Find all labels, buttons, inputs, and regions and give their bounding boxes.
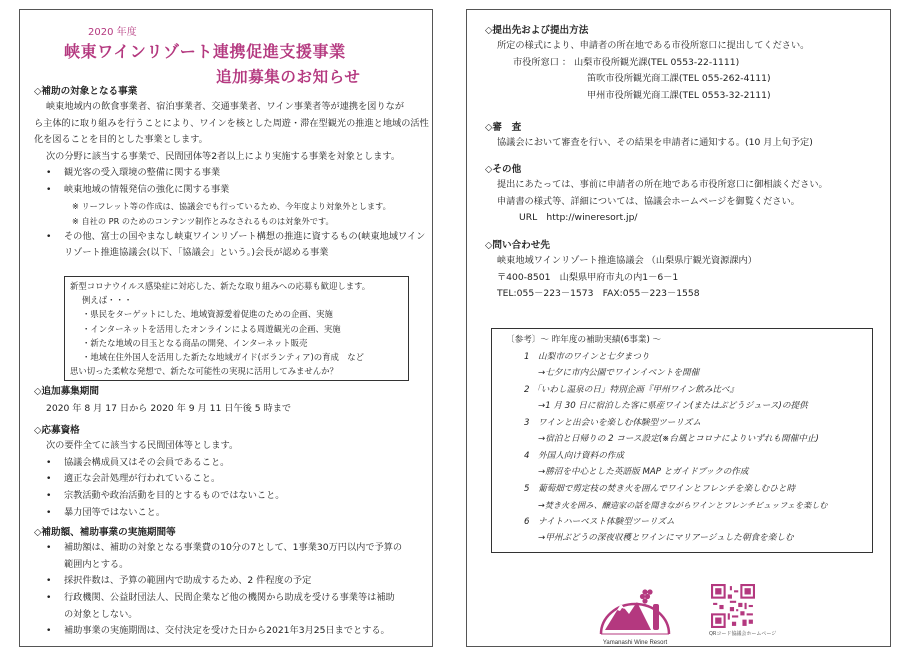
office-line (485, 55, 885, 72)
section-heading: ◇その他 (485, 164, 522, 175)
ref-item-desc: →宿泊と日帰りの 2 コース設定(※台風とコロナによりいずれも開催中止) (538, 434, 819, 444)
section-heading: ◇応募資格 (34, 425, 80, 436)
document-subtitle: 追加募集のお知らせ (216, 68, 361, 86)
eligibility-section (34, 424, 429, 522)
bullet-item: • 採択件数は、予算の範囲内で助成するため、2 件程度の予定 (34, 573, 429, 590)
fiscal-year: 2020 年度 (88, 27, 137, 38)
bullet-continuation: リゾート推進協議会(以下、「協議会」という。)会長が認める事業 (64, 247, 329, 259)
notice-line: ・県民をターゲットにした、地域資源愛着促進のための企画、実施 (82, 309, 333, 320)
bullet-item: • 観光客の受入環境の整備に関する事業 (34, 165, 429, 182)
paragraph: 次の分野に該当する事業で、民間団体等2者以上により実施する事業を対象とします。 (46, 150, 401, 162)
section-heading: ◇審 査 (485, 122, 522, 133)
bullet-item: • 補助事業の実施期間は、交付決定を受けた日から2021年3月25日までとする。 (34, 623, 429, 640)
section-heading: ◇追加募集期間 (34, 386, 99, 397)
section-heading: ◇補助額、補助事業の実施期間等 (34, 527, 176, 538)
qr-code[interactable] (711, 584, 755, 628)
ref-item-title: 6 ナイトハーベスト体験型ツーリズム (524, 516, 675, 527)
submission-section (485, 24, 885, 104)
qr-caption: QRコード協議会ホームページ (709, 631, 777, 637)
ref-item-title: 2 「いわし温泉の日」特別企画『甲州ワイン飲み比べ』 (524, 384, 739, 395)
note: ※ リーフレット等の作成は、協議会でも行っているため、今年度より対象外とします。 (72, 200, 391, 211)
paragraph: 所定の様式により、申請者の所在地である市役所窓口に提出してください。 (497, 40, 810, 51)
paragraph: 次の要件全てに該当する民間団体等とします。 (46, 440, 239, 451)
contact-section (485, 239, 885, 303)
ref-item-title: 4 外国人向け資料の作成 (524, 450, 624, 461)
covid-notice-box (64, 276, 409, 381)
ref-item-title: 1 山梨市のワインと七夕まつり (524, 351, 650, 362)
reference-heading: 〔参考〕～ 昨年度の補助実績(6事業) ～ (506, 335, 662, 345)
section-heading: ◇提出先および提出方法 (485, 25, 589, 36)
contact-org: 峡東地域ワインリゾート推進協議会 （山梨県庁観光資源課内） (497, 255, 757, 266)
bullet-item: • 適正な会計処理が行われていること。 (34, 471, 429, 488)
ref-item-desc: →1 月 30 日に宿泊した客に県産ワイン(またはぶどうジュース)の提供 (538, 401, 808, 411)
application-period: 2020 年 8 月 17 日から 2020 年 9 月 11 日午後 5 時まで (46, 403, 292, 414)
ref-item-desc: →勝沼を中心とした英語版 MAP とガイドブックの作成 (538, 467, 749, 477)
left-page (19, 9, 433, 647)
bullet-continuation: の対象としない。 (64, 608, 138, 620)
notice-line: ・インターネットを活用したオンラインによる周遊観光の企画、実施 (82, 323, 341, 334)
paragraph: 提出にあたっては、事前に申請者の所在地である市役所窓口に御相談ください。 (497, 179, 828, 190)
bullet-item: • その他、富士の国やまなし峡東ワインリゾート構想の推進に資するもの(峡東地域ワイン (34, 229, 429, 246)
notice-line: 思い切った柔軟な発想で、新たな可能性の実現に活用してみませんか？ (70, 366, 338, 377)
ref-item-desc: →甲州ぶどうの深夜収穫とワインにマリアージュした朝食を楽しむ (538, 533, 794, 543)
ref-item-title: 5 葡萄畑で剪定枝の焚き火を囲んでワインとフレンチを楽しむひと時 (524, 483, 796, 494)
paragraph: 化を図ることを目的とした事業とします。 (34, 134, 208, 145)
section-heading: ◇問い合わせ先 (485, 240, 550, 251)
contact-phone: TEL:055－223－1573 FAX:055－223－1558 (497, 288, 700, 299)
other-section (485, 163, 885, 227)
notice-line: ・地域在住外国人を活用した新たな地域ガイド(ボランティア)の育成 など (82, 352, 364, 363)
review-section (485, 121, 885, 152)
contact-address: 〒400-8501 山梨県甲府市丸の内1－6－1 (497, 271, 679, 283)
wine-resort-logo (595, 578, 675, 648)
ref-item-desc: →七夕に市内公園でワインイベントを開催 (538, 368, 700, 378)
notice-line: 例えば・・・ (82, 295, 133, 306)
period-section (34, 385, 429, 418)
office-koshu: 甲州市役所観光商工課(TEL 0553-32-2111) (587, 89, 771, 101)
paragraph: ら主体的に取り組みを行うことにより、ワインを核とした周遊・滞在型観光の推進と地域の活性 (34, 117, 429, 129)
target-section (34, 85, 429, 262)
paragraph: 峡東地域内の飲食事業者、宿泊事業者、交通事業者、ワイン事業者等が連携を図りなが (46, 101, 405, 112)
bullet-continuation: 範囲内とする。 (64, 558, 129, 570)
logo-text: Yamanashi Wine Resort (602, 640, 668, 646)
paragraph: 協議会において審査を行い、その結果を申請者に通知する。(10 月上旬予定) (497, 137, 813, 148)
notice-line: 新型コロナウイルス感染症に対応した、新たな取り組みへの応募も歓迎します。 (70, 281, 371, 291)
website-url[interactable]: URL http://wineresort.jp/ (519, 212, 638, 223)
notice-line: ・新たな地域の目玉となる商品の開発、インターネット販売 (82, 337, 308, 348)
note: ※ 自社の PR のためのコンテンツ制作とみなされるものは対象外です。 (72, 215, 334, 226)
right-page (466, 9, 891, 647)
bullet-item: • 暴力団等ではないこと。 (34, 505, 429, 522)
office-label: 市役所窓口 ： (513, 56, 572, 68)
office-yamanashi: 山梨市役所観光課(TEL 0553-22-1111) (573, 56, 740, 68)
paragraph: 申請書の様式等、詳細については、協議会ホームページを御覧ください。 (497, 195, 800, 207)
bullet-item: • 行政機関、公益財団法人、民間企業など他の機関から助成を受ける事業等は補助 (34, 590, 429, 607)
bullet-item: • 宗教活動や政治活動を目的とするものではないこと。 (34, 488, 429, 505)
bullet-item: • 補助額は、補助の対象となる事業費の10分の7として、1事業30万円以内で予算の (34, 540, 429, 557)
bullet-item: • 協議会構成員又はその会員であること。 (34, 455, 429, 472)
bullet-item: • 峡東地域の情報発信の強化に関する事業 (34, 182, 429, 199)
document-title: 峡東ワインリゾート連携促進支援事業 (64, 42, 346, 61)
ref-item-title: 3 ワインと出会いを楽しむ体験型ツーリズム (524, 417, 701, 428)
subsidy-section (34, 526, 429, 640)
ref-item-desc: →焚き火を囲み、醸造家の話を聞きながらワインとフレンチビュッフェを楽しむ (538, 500, 828, 510)
section-heading: ◇補助の対象となる事業 (34, 86, 138, 97)
office-fuefuki: 笛吹市役所観光商工課(TEL 055-262-4111) (587, 73, 771, 84)
reference-box (491, 328, 873, 553)
